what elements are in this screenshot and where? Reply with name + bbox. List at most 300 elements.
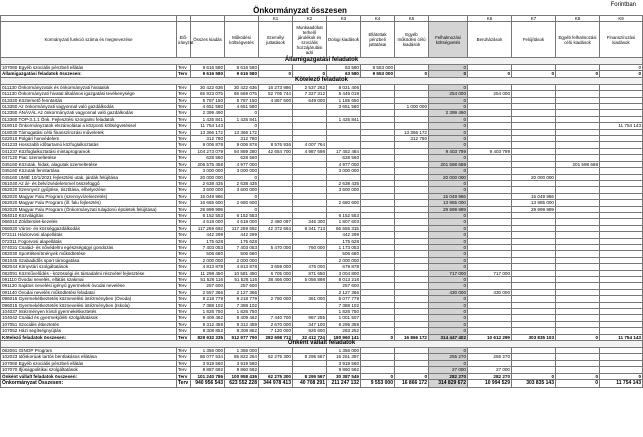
- function-name-cell: 082044 Könyvtári szolgáltatások: [1, 264, 177, 270]
- appropriation-type-cell: Terv: [177, 232, 191, 238]
- amount-cell: 9 218 779: [225, 296, 259, 302]
- amount-cell: 0: [361, 334, 395, 340]
- appropriation-type-cell: Terv: [177, 104, 191, 110]
- appropriation-type-cell: Terv: [177, 277, 191, 283]
- amount-cell: 13 366 172: [191, 129, 225, 135]
- column-code: K2: [293, 16, 327, 22]
- amount-cell: 361 000: [293, 296, 327, 302]
- amount-cell: 871 650: [293, 270, 327, 276]
- amount-cell: 117 269 692: [225, 225, 259, 231]
- amount-cell: 2 000 000: [191, 257, 225, 263]
- amount-cell: 9 860 592: [225, 367, 259, 373]
- amount-cell: 0: [429, 238, 468, 244]
- amount-cell: 13 366 172: [225, 129, 259, 135]
- amount-cell: 6 152 553: [191, 212, 225, 218]
- column-code: K4: [361, 16, 395, 22]
- amount-cell: 211 247 132: [327, 380, 361, 388]
- amount-cell: 0: [556, 373, 600, 379]
- amount-cell: 42 372 664: [259, 225, 293, 231]
- amount-cell: 1 356 000: [191, 348, 225, 354]
- amount-cell: 282 270: [429, 373, 468, 379]
- amount-cell: 9 553 000: [361, 71, 395, 77]
- amount-cell: 10 612 299: [468, 334, 512, 340]
- amount-cell: 117 269 692: [191, 225, 225, 231]
- amount-cell: 679 878: [327, 264, 361, 270]
- amount-cell: 0: [429, 315, 468, 321]
- function-name-cell: 082091 Közművelődés - közösségi és társadalmi részvétel fejlesztése: [1, 270, 177, 276]
- amount-cell: 0: [429, 360, 468, 366]
- amount-cell: 9 616 580: [191, 71, 225, 77]
- function-name-cell: 062020 Magyar Falu Program (ill. falu fejlesztés): [1, 200, 177, 206]
- amount-cell: 628 560: [225, 155, 259, 161]
- amount-cell: 312 780: [395, 136, 429, 142]
- appropriation-type-cell: Terv: [177, 251, 191, 257]
- amount-cell: 0: [225, 206, 259, 212]
- amount-cell: 7 327 312: [293, 91, 327, 97]
- amount-cell: 0: [429, 65, 468, 71]
- function-name-cell: 013350 ÁNÁVÁL Az önkormányzati vagyonnal való gazdálkodás: [1, 110, 177, 116]
- amount-cell: 0: [429, 321, 468, 327]
- function-name-cell: 047120 Piac üzemeltetése: [1, 155, 177, 161]
- amount-cell: 11 754 143: [600, 334, 643, 340]
- amount-cell: 0: [429, 142, 468, 148]
- amount-cell: 9 312 459: [225, 321, 259, 327]
- amount-cell: 1 826 750: [327, 309, 361, 315]
- amount-cell: 0: [293, 71, 327, 77]
- amount-cell: 0: [225, 193, 259, 199]
- amount-cell: 4 651 580: [225, 104, 259, 110]
- amount-cell: 0: [429, 309, 468, 315]
- amount-cell: 51 526 116: [191, 277, 225, 283]
- function-name-cell: 045160 UMIÉ 10/1/2021 fejlesztési utak, járdák felújítása: [1, 174, 177, 180]
- appropriation-type-cell: Terv: [177, 206, 191, 212]
- amount-cell: 282 698 712: [259, 334, 293, 340]
- amount-cell: 0: [429, 219, 468, 225]
- appropriation-type-cell: Terv: [177, 270, 191, 276]
- amount-cell: 65 669 075: [225, 91, 259, 97]
- function-name-cell: 091140 Óvodai nevelés működtetési feladatai: [1, 289, 177, 295]
- amount-cell: 3 000 000: [327, 168, 361, 174]
- amount-cell: 8 341 713: [293, 225, 327, 231]
- amount-cell: 52 705 744: [259, 91, 293, 97]
- function-name-cell: 091120 Sajátos nevelési igényű gyermekek óvodai nevelése: [1, 283, 177, 289]
- appropriation-type-cell: Terv: [177, 129, 191, 135]
- function-name-cell: 011130 Önkormányzati hivatal általános igazgatási tevékenysége: [1, 91, 177, 97]
- amount-cell: 42 654 700: [259, 148, 293, 154]
- amount-cell: 8 576 936: [259, 142, 293, 148]
- function-name-cell: 104042 Család és gyermekjóléti szolgáltatások: [1, 315, 177, 321]
- amount-cell: 85 822 264: [225, 354, 259, 360]
- amount-cell: 0: [429, 225, 468, 231]
- amount-cell: 4 651 580: [191, 104, 225, 110]
- amount-cell: 0: [225, 123, 259, 129]
- amount-cell: 17 452 484: [327, 148, 361, 154]
- appropriation-type-cell: Terv: [177, 193, 191, 199]
- amount-cell: 2 399 490: [191, 110, 225, 116]
- column-code: K9: [600, 16, 643, 22]
- header-label-row: [1, 22, 643, 58]
- amount-cell: 206 575 458: [191, 161, 225, 167]
- amount-cell: 20 000 000: [429, 174, 468, 180]
- amount-cell: 0: [395, 373, 429, 379]
- function-name-cell: 107052 Házi segítségnyújtás: [1, 328, 177, 334]
- appropriation-type-cell: Terv: [177, 315, 191, 321]
- column-code: K3: [327, 16, 361, 22]
- amount-cell: 9 403 799: [468, 148, 512, 154]
- function-name-cell: Önkormányzat Összesen:: [1, 380, 177, 388]
- amount-cell: 5 470 000: [259, 244, 293, 250]
- amount-cell: 101 240 786: [191, 373, 225, 379]
- amount-cell: 314 447 402: [429, 334, 468, 340]
- amount-cell: 180 960 141: [327, 334, 361, 340]
- amount-cell: 0: [429, 277, 468, 283]
- amount-cell: 9 616 580: [225, 71, 259, 77]
- amount-cell: 0: [429, 71, 468, 77]
- amount-cell: 66 555 315: [327, 225, 361, 231]
- amount-cell: 201 598 688: [556, 161, 600, 167]
- amount-cell: 15 049 966: [191, 193, 225, 199]
- amount-cell: 6 077 779: [327, 296, 361, 302]
- amount-cell: 8 021 406: [327, 84, 361, 90]
- amount-cell: 9 616 580: [191, 65, 225, 71]
- function-name-cell: 013320 Köztemető fenntartás: [1, 97, 177, 103]
- appropriation-type-cell: Terv: [177, 180, 191, 186]
- amount-cell: 0: [429, 264, 468, 270]
- amount-cell: 940 956 543: [191, 380, 225, 388]
- amount-cell: 282 270: [468, 373, 512, 379]
- function-name-cell: 107051 Szociális étkeztetés: [1, 321, 177, 327]
- amount-cell: 40 708 291: [293, 380, 327, 388]
- amount-cell: 0: [429, 187, 468, 193]
- amount-cell: 4 618 000: [225, 219, 259, 225]
- function-name-cell: 104037 Intézményen kívüli gyermekétkeztetés: [1, 309, 177, 315]
- appropriation-type-cell: Terv: [177, 212, 191, 218]
- amount-cell: 442 299: [225, 232, 259, 238]
- sheet-title: Önkormányzat összesen: [253, 6, 347, 15]
- amount-cell: 4 813 878: [225, 264, 259, 270]
- appropriation-type-cell: Terv: [177, 238, 191, 244]
- amount-cell: 0: [429, 296, 468, 302]
- appropriation-type-cell: Terv: [177, 257, 191, 263]
- function-name-cell: 018010 Önkormányzatok elszámolásai a központi költségvetéssel: [1, 123, 177, 129]
- section-heading-row: [1, 77, 643, 84]
- function-name-cell: 107060 Egyéb szociális pénzbeli ellátás: [1, 65, 177, 71]
- amount-cell: 257 600: [327, 283, 361, 289]
- amount-cell: 175 628: [225, 238, 259, 244]
- amount-cell: 175 628: [327, 238, 361, 244]
- column-code: K5: [395, 16, 429, 22]
- amount-cell: 30 387 549: [327, 373, 361, 379]
- column-header: Elő-irányzat: [177, 22, 191, 58]
- amount-cell: 11 754 143: [600, 380, 643, 388]
- amount-cell: 1 826 750: [225, 309, 259, 315]
- amount-cell: 38 456 000: [259, 277, 293, 283]
- column-header: Munkaadókat terhelő járulékok és szociális hozzájárulási adó: [293, 22, 327, 58]
- appropriation-type-cell: Terv: [177, 155, 191, 161]
- amount-cell: 2 000 000: [225, 257, 259, 263]
- amount-cell: 0: [429, 302, 468, 308]
- amount-cell: 623 552 228: [225, 380, 259, 388]
- appropriation-type-cell: Terv: [177, 123, 191, 129]
- function-name-cell: 045160 Közutak, hidak, alagutak üzemeltetése: [1, 161, 177, 167]
- amount-cell: 0: [429, 104, 468, 110]
- amount-cell: 0: [468, 71, 512, 77]
- amount-cell: 255 270: [468, 354, 512, 360]
- amount-cell: 0: [429, 244, 468, 250]
- amount-cell: 0: [600, 373, 643, 379]
- function-name-cell: 074031 Család- és nővédelmi egészségügyi gondozás: [1, 244, 177, 250]
- amount-cell: 29 999 999: [429, 206, 468, 212]
- amount-cell: 2 780 000: [259, 296, 293, 302]
- amount-cell: 9 218 779: [191, 296, 225, 302]
- amount-cell: 1 826 750: [191, 309, 225, 315]
- appropriation-type-cell: Terv: [177, 65, 191, 71]
- currency-unit-label: Forintban: [610, 2, 636, 8]
- amount-cell: 2 638 435: [327, 180, 361, 186]
- amount-cell: 175 628: [191, 238, 225, 244]
- amount-cell: 0: [429, 123, 468, 129]
- amount-cell: 717 000: [468, 270, 512, 276]
- amount-cell: 2 480 097: [259, 219, 293, 225]
- appropriation-type-cell: Terv: [177, 142, 191, 148]
- amount-cell: 9 403 799: [429, 148, 468, 154]
- function-name-cell: 091110 Óvodai nevelés, ellátás szakmai: [1, 277, 177, 283]
- amount-cell: 0: [429, 129, 468, 135]
- function-name-cell: 011130 Önkormányzatok és önkormányzati hivatalok: [1, 84, 177, 90]
- amount-cell: 0: [600, 65, 643, 71]
- function-name-cell: 022010 Polgári honvédelem: [1, 136, 177, 142]
- appropriation-type-cell: Terv: [177, 161, 191, 167]
- function-name-cell: Önként vállalt feladatok összesen:: [1, 373, 177, 379]
- amount-cell: 628 560: [327, 155, 361, 161]
- amount-cell: 0: [429, 155, 468, 161]
- function-name-cell: 082030 Sportlétesítmények működtetése: [1, 251, 177, 257]
- function-name-cell: 066010 Zöldterület-kezelés: [1, 219, 177, 225]
- amount-cell: 2 670 000: [259, 321, 293, 327]
- amount-cell: 201 598 688: [429, 161, 468, 167]
- appropriation-type-cell: Terv: [177, 200, 191, 206]
- amount-cell: 104 273 079: [191, 148, 225, 154]
- amount-cell: 1 425 841: [327, 116, 361, 122]
- amount-cell: 16 866 172: [395, 334, 429, 340]
- appropriation-type-cell: Terv: [177, 380, 191, 388]
- amount-cell: 2 680 600: [327, 200, 361, 206]
- amount-cell: 1 807 603: [327, 219, 361, 225]
- appropriation-type-cell: Terv: [177, 334, 191, 340]
- amount-cell: 7 388 102: [191, 302, 225, 308]
- amount-cell: 442 299: [191, 232, 225, 238]
- amount-cell: 9 553 000: [361, 380, 395, 388]
- amount-cell: 9 409 462: [191, 315, 225, 321]
- column-header: Egyéb felhalmozási célú kiadások: [556, 22, 600, 58]
- amount-cell: 62 275 300: [259, 354, 293, 360]
- amount-cell: 967 255: [293, 315, 327, 321]
- column-header: Egyéb működési célú kiadások: [395, 22, 429, 58]
- amount-cell: 3 919 560: [327, 360, 361, 366]
- function-name-cell: 052020 Szennyvíz gyűjtése, tisztítása, elhelyezése: [1, 187, 177, 193]
- amount-cell: 63 580: [327, 71, 361, 77]
- amount-cell: 5 056 898: [293, 277, 327, 283]
- amount-cell: 8 295 567: [293, 373, 327, 379]
- column-header: Felhalmozási költségvetés: [429, 22, 468, 58]
- amount-cell: 9 006 878: [191, 142, 225, 148]
- appropriation-type-cell: Terv: [177, 219, 191, 225]
- amount-cell: 8 013 218: [327, 277, 361, 283]
- amount-cell: 3 659 000: [259, 264, 293, 270]
- amount-cell: 10 994 529: [468, 380, 512, 388]
- amount-cell: 8 308 852: [191, 328, 225, 334]
- amount-cell: 346 300: [293, 219, 327, 225]
- amount-cell: 1 425 841: [191, 116, 225, 122]
- amount-cell: 6 152 553: [225, 212, 259, 218]
- amount-cell: 15 049 966: [512, 193, 556, 199]
- column-header: Felújítások: [512, 22, 556, 58]
- amount-cell: 344 978 413: [259, 380, 293, 388]
- appropriation-type-cell: Terv: [177, 354, 191, 360]
- appropriation-type-cell: Terv: [177, 110, 191, 116]
- appropriation-type-cell: Terv: [177, 168, 191, 174]
- column-header: Kormányzati funkció száma és megnevezése: [1, 22, 177, 58]
- amount-cell: 7 403 053: [225, 244, 259, 250]
- appropriation-type-cell: Terv: [177, 264, 191, 270]
- amount-cell: 1 356 000: [225, 348, 259, 354]
- column-code: K1: [259, 16, 293, 22]
- amount-cell: 254 000: [468, 91, 512, 97]
- amount-cell: 7 403 053: [191, 244, 225, 250]
- amount-cell: 3 651 580: [327, 104, 361, 110]
- amount-cell: 0: [556, 380, 600, 388]
- column-code: K6: [468, 16, 512, 22]
- amount-cell: 0: [429, 84, 468, 90]
- amount-cell: 0: [361, 373, 395, 379]
- appropriation-type-cell: Terv: [177, 309, 191, 315]
- amount-cell: 430 000: [468, 289, 512, 295]
- appropriation-type-cell: Terv: [177, 289, 191, 295]
- column-header: Beruházások: [468, 22, 512, 58]
- amount-cell: 430 000: [429, 289, 468, 295]
- amount-cell: 506 680: [327, 251, 361, 257]
- amount-cell: 4 987 698: [293, 148, 327, 154]
- amount-cell: 0: [429, 251, 468, 257]
- amount-cell: 30 422 636: [191, 84, 225, 90]
- amount-cell: 925 600: [293, 328, 327, 334]
- amount-cell: 6 705 000: [259, 270, 293, 276]
- amount-cell: 0: [429, 328, 468, 334]
- amount-cell: 7 120 000: [259, 328, 293, 334]
- amount-cell: 3 919 560: [225, 360, 259, 366]
- function-name-cell: 064010 Közvilágítás: [1, 212, 177, 218]
- column-header: Összes kiadás: [191, 22, 225, 58]
- appropriation-type-cell: Terv: [177, 148, 191, 154]
- amount-cell: 86 077 534: [191, 354, 225, 360]
- amount-cell: 347 100: [293, 321, 327, 327]
- amount-cell: 0: [429, 257, 468, 263]
- amount-cell: 649 000: [293, 97, 327, 103]
- amount-cell: 829 932 335: [191, 334, 225, 340]
- amount-cell: 717 000: [429, 270, 468, 276]
- amount-cell: 0: [512, 373, 556, 379]
- amount-cell: 3 600 000: [327, 187, 361, 193]
- column-code: K7: [512, 16, 556, 22]
- amount-cell: 0: [429, 136, 468, 142]
- amount-cell: 27 000: [468, 367, 512, 373]
- amount-cell: 0: [556, 71, 600, 77]
- amount-cell: 4 977 000: [327, 161, 361, 167]
- amount-cell: 1 185 650: [327, 97, 361, 103]
- grand-total-row: [1, 380, 643, 388]
- appropriation-type-cell: Terv: [177, 360, 191, 366]
- amount-cell: 506 680: [191, 251, 225, 257]
- amount-cell: 0: [429, 116, 468, 122]
- amount-cell: 3 600 000: [191, 187, 225, 193]
- amount-cell: 1 425 841: [225, 116, 259, 122]
- amount-cell: 0: [600, 71, 643, 77]
- amount-cell: 2 000 000: [327, 257, 361, 263]
- function-name-cell: 013350 Az önkormányzati vagyonnal való gazdálkodás: [1, 104, 177, 110]
- appropriation-type-cell: Terv: [177, 187, 191, 193]
- amount-cell: 10 581 450: [225, 270, 259, 276]
- function-name-cell: 082091 GINOP Program: [1, 348, 177, 354]
- amount-cell: 314 829 672: [429, 380, 468, 388]
- amount-cell: 6 295 359: [327, 321, 361, 327]
- column-header: Személyi juttatások: [259, 22, 293, 58]
- amount-cell: 512 977 790: [225, 334, 259, 340]
- amount-cell: 13 366 172: [395, 129, 429, 135]
- amount-cell: 4 007 764: [293, 142, 327, 148]
- amount-cell: 13 985 000: [512, 200, 556, 206]
- amount-cell: 0: [395, 71, 429, 77]
- appropriation-type-cell: Terv: [177, 97, 191, 103]
- amount-cell: 0: [429, 168, 468, 174]
- amount-cell: 257 600: [191, 283, 225, 289]
- appropriation-type-cell: Terv: [177, 84, 191, 90]
- section-heading-row: [1, 341, 643, 348]
- amount-cell: 20 000 000: [512, 174, 556, 180]
- amount-cell: 30 422 636: [225, 84, 259, 90]
- amount-cell: 4 618 000: [191, 219, 225, 225]
- amount-cell: 65 923 075: [191, 91, 225, 97]
- function-name-cell: 072311 Fogorvosi alapellátás: [1, 238, 177, 244]
- appropriation-type-cell: Terv: [177, 373, 191, 379]
- section-heading-row: [1, 58, 643, 65]
- amount-cell: 29 999 999: [512, 206, 556, 212]
- amount-cell: 62 275 300: [259, 373, 293, 379]
- amount-cell: 263 252: [327, 328, 361, 334]
- amount-cell: 0: [225, 174, 259, 180]
- budget-table: [0, 15, 643, 388]
- amount-cell: 0: [225, 110, 259, 116]
- amount-cell: 94 889 280: [225, 148, 259, 154]
- amount-cell: 2 680 600: [225, 200, 259, 206]
- amount-cell: 0: [556, 334, 600, 340]
- function-name-cell: 072111 Háziorvosi alapellátás: [1, 232, 177, 238]
- amount-cell: 9 887 692: [191, 367, 225, 373]
- amount-cell: 4 867 500: [259, 97, 293, 103]
- amount-cell: 9 616 580: [225, 65, 259, 71]
- function-name-cell: Kötelező feladatok összesen:: [1, 334, 177, 340]
- amount-cell: 0: [429, 283, 468, 289]
- amount-cell: 628 560: [191, 155, 225, 161]
- amount-cell: 4 813 878: [191, 264, 225, 270]
- function-name-cell: 018030 Támogatási célú finanszírozási műveletek: [1, 129, 177, 135]
- section-title: Kötelező feladatok: [1, 77, 643, 84]
- amount-cell: 5 446 019: [327, 91, 361, 97]
- function-name-cell: 096015 Gyermekétkeztetés köznevelési intézményben (Iskola): [1, 302, 177, 308]
- amount-cell: 255 270: [429, 354, 468, 360]
- amount-cell: 29 999 999: [191, 206, 225, 212]
- function-name-cell: 013360 TOP-3.1.1 Önk. Fejlesztési szorgalmi feladatok: [1, 116, 177, 122]
- column-header: Dologi kiadások: [327, 22, 361, 58]
